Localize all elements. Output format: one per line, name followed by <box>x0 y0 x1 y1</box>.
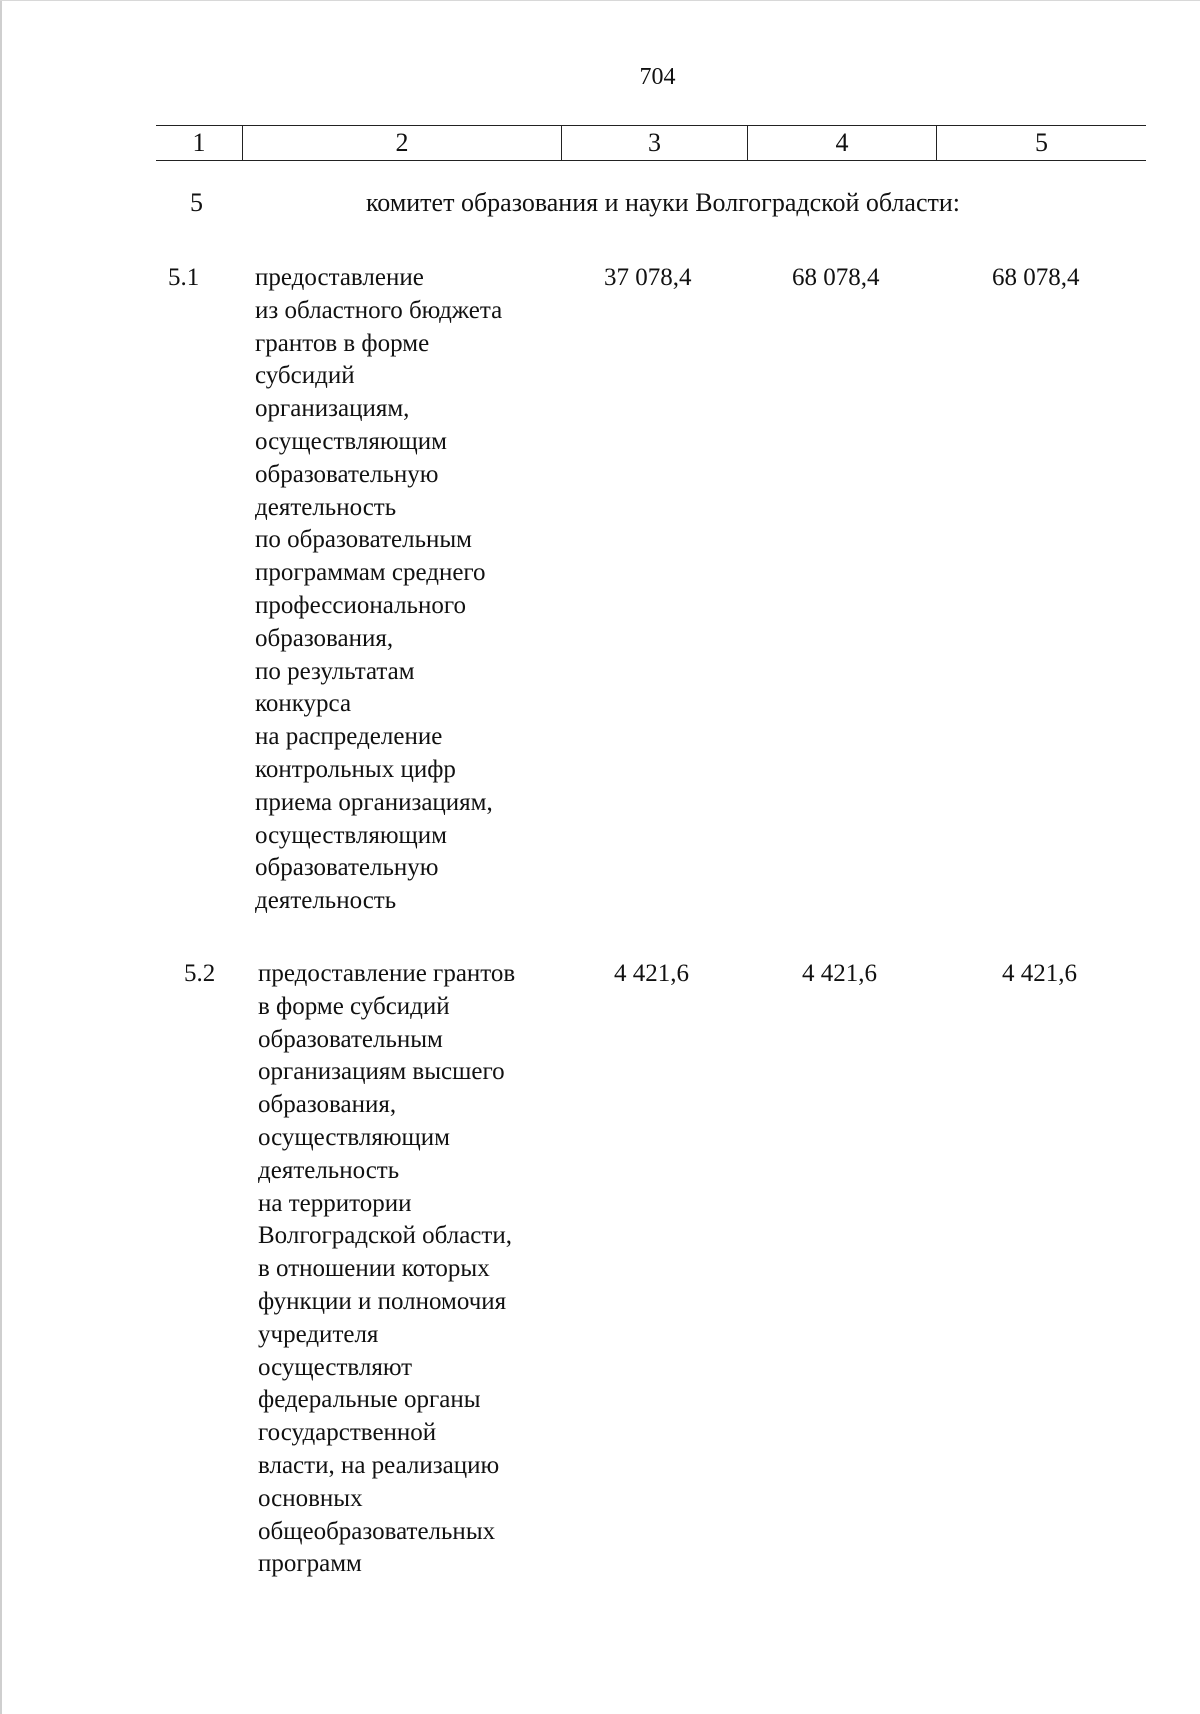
table-header-col-2: 2 <box>242 126 561 160</box>
description-line: власти, на реализацию <box>258 1451 500 1479</box>
description-line: приема организациям, <box>255 788 493 816</box>
description-line: функции и полномочия <box>258 1287 507 1315</box>
description-line: учредителя <box>258 1320 379 1348</box>
description-line: по результатам <box>255 657 415 685</box>
row-value-col-3: 4 421,6 <box>614 960 689 987</box>
row-value-col-5: 4 421,6 <box>1002 960 1077 987</box>
table-header <box>156 125 1146 161</box>
description-line: основных <box>258 1484 363 1512</box>
table-header-col-1: 1 <box>192 128 206 157</box>
section-heading <box>0 188 1200 228</box>
description-line: по образовательным <box>255 526 472 554</box>
row-description <box>258 958 588 1581</box>
description-line: на территории <box>258 1189 412 1217</box>
description-line: программ <box>258 1550 362 1578</box>
description-line: образования, <box>255 624 394 652</box>
description-line: деятельность <box>255 493 397 521</box>
description-line: контрольных цифр <box>255 755 456 783</box>
section-number: 5 <box>190 188 203 217</box>
description-line: профессионального <box>255 591 466 619</box>
description-line: деятельность <box>255 887 397 915</box>
description-line: образования, <box>258 1091 397 1119</box>
description-line: в отношении которых <box>258 1255 490 1283</box>
description-line: субсидий <box>255 362 355 390</box>
description-line: федеральные органы <box>258 1386 481 1414</box>
scan-left-edge <box>0 0 2 1714</box>
row-number: 5.2 <box>184 960 216 987</box>
description-line: организациям, <box>255 395 410 423</box>
description-line: осуществляющим <box>255 427 447 455</box>
row-value-col-3: 37 078,4 <box>604 264 692 291</box>
description-line: конкурса <box>255 690 352 718</box>
description-line: осуществляющим <box>258 1123 450 1151</box>
description-line: осуществляют <box>258 1353 413 1381</box>
section-title: комитет образования и науки Волгоградской области: <box>366 188 961 217</box>
description-line: деятельность <box>258 1156 400 1184</box>
description-line: образовательную <box>255 854 439 882</box>
description-line: организациям высшего <box>258 1058 505 1086</box>
description-line: из областного бюджета <box>255 296 503 324</box>
description-line: предоставление <box>255 264 424 291</box>
page-number: 704 <box>639 64 676 90</box>
description-line: грантов в форме <box>255 329 430 357</box>
description-line: в форме субсидий <box>258 992 450 1020</box>
description-line: государственной <box>258 1419 437 1447</box>
row-number: 5.1 <box>168 264 200 291</box>
row-description <box>255 262 585 918</box>
table-header-col-3: 3 <box>561 126 747 160</box>
description-line: осуществляющим <box>255 821 447 849</box>
description-line: образовательным <box>258 1025 443 1053</box>
table-header-col-4: 4 <box>747 126 936 160</box>
description-line: Волгоградской области, <box>258 1222 512 1250</box>
scan-top-edge <box>0 0 1200 1</box>
description-line: предоставление грантов <box>258 960 516 987</box>
description-line: общеобразовательных <box>258 1517 496 1545</box>
table-header-col-5: 5 <box>936 126 1146 160</box>
description-line: на распределение <box>255 723 443 751</box>
row-value-col-4: 68 078,4 <box>792 264 880 291</box>
description-line: программам среднего <box>255 559 486 587</box>
description-line: образовательную <box>255 460 439 488</box>
row-value-col-5: 68 078,4 <box>992 264 1080 291</box>
row-value-col-4: 4 421,6 <box>802 960 877 987</box>
